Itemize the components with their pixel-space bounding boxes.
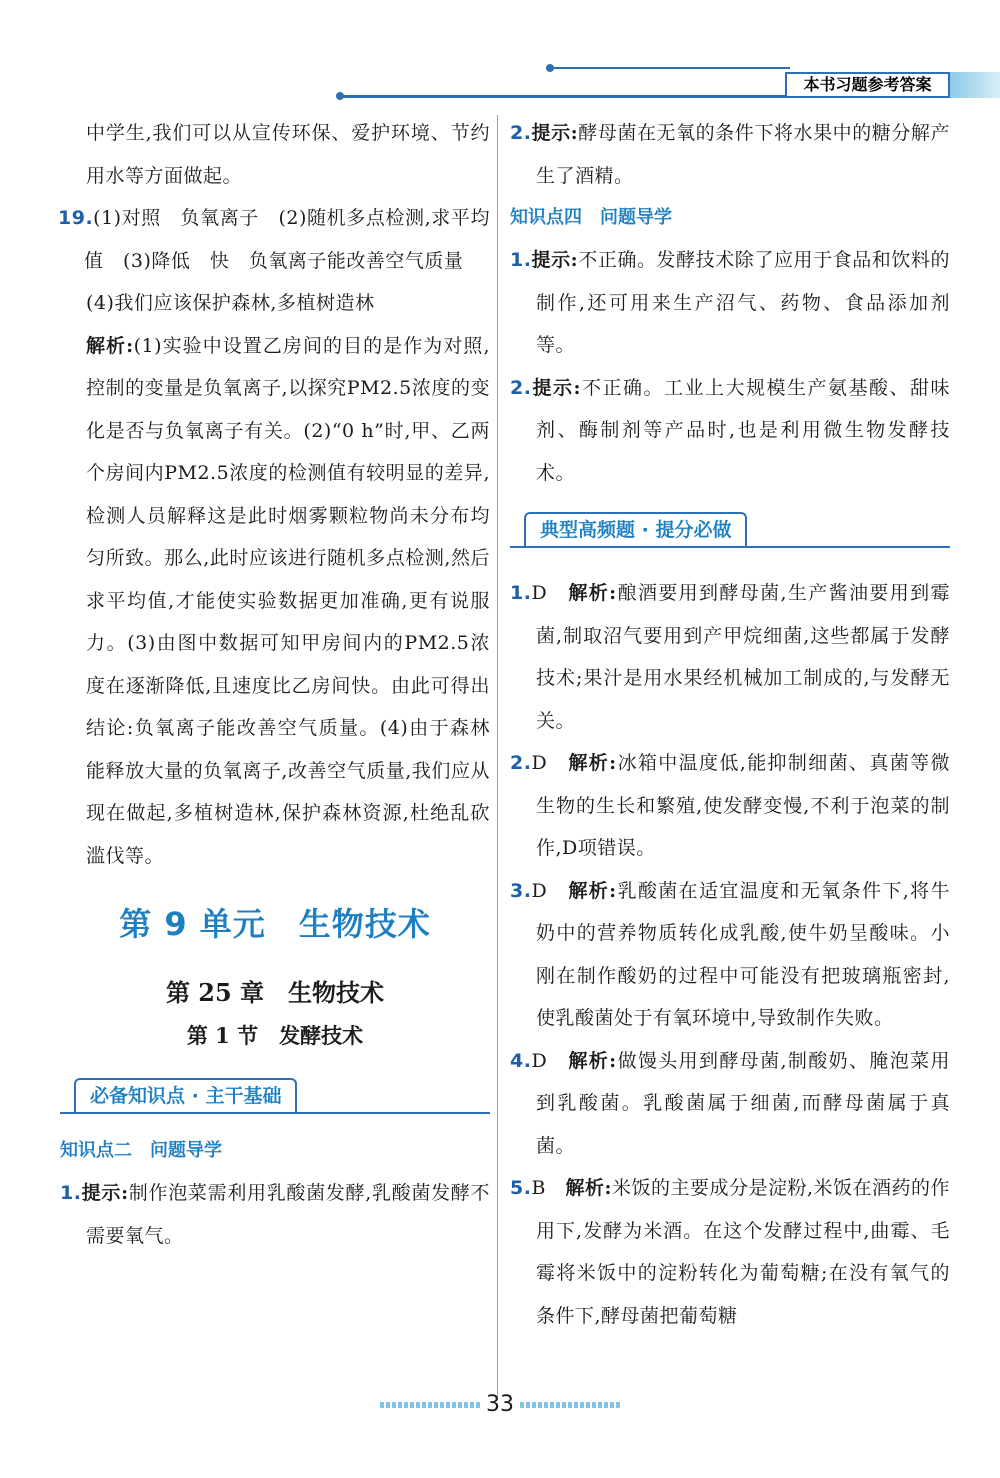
question-number: 2.: [510, 752, 532, 774]
question-number: 4.: [510, 1049, 532, 1072]
kp-question-2: [510, 112, 950, 197]
question-19-explanation: [60, 325, 490, 878]
explanation-label: 解析:: [86, 334, 134, 357]
explanation-text: 酿酒要用到酵母菌,生产酱油要用到霉菌,制取沼气要用到产甲烷细菌,这些都属于发酵技术;果汁是用水果经机械加工制成的,与发酵无关。: [536, 582, 951, 732]
explanation-label: 解析:: [568, 879, 617, 902]
question-number: 1.: [510, 249, 532, 271]
explanation-text: 乳酸菌在适宜温度和无氧条件下,将牛奶中的营养物质转化成乳酸,使牛奶呈酸味。小刚在制作酸奶的过程中可能没有把玻璃瓶密封,使乳酸菌处于有氧环境中,导致制作失败。: [536, 879, 951, 1029]
header-tail: [950, 72, 1000, 98]
question-number: 1.: [510, 582, 532, 604]
answer-choice: D: [531, 752, 548, 774]
question-number: 1.: [60, 1182, 82, 1204]
knowledge-point-2-heading: 知识点二 问题导学: [60, 1140, 222, 1161]
answer-choice: B: [531, 1177, 546, 1199]
tab-label: 典型高频题 · 提分必做: [524, 512, 747, 546]
hint-label: 提示:: [81, 1182, 129, 1204]
header-dot: [546, 64, 554, 72]
explanation-text: (1)实验中设置乙房间的目的是作为对照,控制的变量是负氧离子,以探究PM2.5浓度的变化是否与负氧离子有关。(2)“0 h”时,甲、乙两个房间内PM2.5浓度的检测值有较明显的差异,检测人员解释这是此时烟雾颗粒物尚未分布均匀所致。那么,此时应该进行随机多点检测,然后求平均值,才能使实验数据更加准确,更有说服力。(3)由图中数据可知甲房间内的PM2.5浓度在逐渐降低,且速度比乙房间快。由此可得出结论:负氧离子能改善空气质量。(4)由于森林能释放大量的负氧离子,改善空气质量,我们应从现在做起,多植树造林,保护森林资源,杜绝乱砍滥伐等。: [86, 334, 490, 867]
explanation-label: 解析:: [568, 1049, 617, 1072]
hint-text: 酵母菌在无氧的条件下将水果中的糖分解产生了酒精。: [536, 122, 950, 187]
answer-item: [510, 572, 950, 742]
question-19-answer: (1)对照 负氧离子 (2)随机多点检测,求平均值 (3)降低 快 负氧离子能改善空气质量: [84, 207, 490, 272]
question-19: [60, 197, 490, 282]
section-tab-basics: [60, 1078, 490, 1116]
page-number: 33: [486, 1392, 514, 1417]
answer-item: [510, 742, 950, 870]
answer-item: [510, 1040, 950, 1168]
hint-label: 提示:: [531, 249, 579, 271]
right-column: [510, 112, 950, 1337]
hint-text: 制作泡菜需利用乳酸菌发酵,乳酸菌发酵不需要氧气。: [86, 1182, 491, 1247]
question-number: 5.: [510, 1177, 532, 1199]
question-number: 19.: [58, 207, 94, 229]
left-column: [60, 112, 490, 1257]
kp4-question-1: [510, 239, 950, 367]
explanation-text: 米饭的主要成分是淀粉,米饭在酒药的作用下,发酵为米酒。在这个发酵过程中,曲霉、毛霉将米饭中的淀粉转化为葡萄糖;在没有氧气的条件下,酵母菌把葡萄糖: [536, 1177, 950, 1327]
explanation-label: 解析:: [568, 752, 617, 774]
question-19-answer-4: (4)我们应该保护森林,多植树造林: [86, 292, 375, 314]
tab-baseline: [510, 546, 950, 548]
question-number: 2.: [510, 122, 532, 144]
header-dot: [336, 92, 344, 100]
hint-text: 不正确。发酵技术除了应用于食品和饮料的制作,还可用来生产沼气、药物、食品添加剂等。: [536, 249, 950, 356]
answer-choice: D: [531, 1049, 548, 1072]
tab-baseline: [60, 1112, 490, 1114]
explanation-text: 做馒头用到酵母菌,制酸奶、腌泡菜用到乳酸菌。乳酸菌属于细菌,而酵母菌属于真菌。: [536, 1049, 951, 1157]
kp4-question-2: [510, 367, 950, 495]
header-rule-top: [550, 67, 790, 69]
section-title: 第 1 节 发酵技术: [186, 1023, 364, 1048]
question-number: 2.: [510, 376, 532, 399]
hint-label: 提示:: [531, 376, 581, 399]
tab-label: 必备知识点 · 主干基础: [74, 1078, 297, 1112]
continued-paragraph: 中学生,我们可以从宣传环保、爱护环境、节约用水等方面做起。: [86, 122, 490, 187]
column-divider: [497, 115, 498, 1400]
hint-label: 提示:: [531, 122, 579, 144]
explanation-label: 解析:: [565, 1177, 612, 1199]
explanation-text: 冰箱中温度低,能抑制细菌、真菌等微生物的生长和繁殖,使发酵变慢,不利于泡菜的制作,D项错误。: [536, 752, 951, 859]
knowledge-point-4-heading: 知识点四 问题导学: [510, 207, 672, 228]
unit-title: 第 9 单元 生物技术: [119, 905, 431, 943]
answer-item: [510, 870, 950, 1040]
explanation-label: 解析:: [568, 582, 617, 604]
hint-text: 不正确。工业上大规模生产氨基酸、甜味剂、酶制剂等产品时,也是利用微生物发酵技术。: [536, 376, 950, 484]
chapter-title: 第 25 章 生物技术: [165, 978, 385, 1007]
kp2-question-1: [60, 1172, 490, 1257]
section-tab-practice: [510, 512, 950, 550]
answer-item: [510, 1167, 950, 1337]
answer-choice: D: [531, 879, 548, 902]
answer-choice: D: [531, 582, 548, 604]
header-title: 本书习题参考答案: [785, 72, 950, 98]
question-number: 3.: [510, 879, 532, 902]
